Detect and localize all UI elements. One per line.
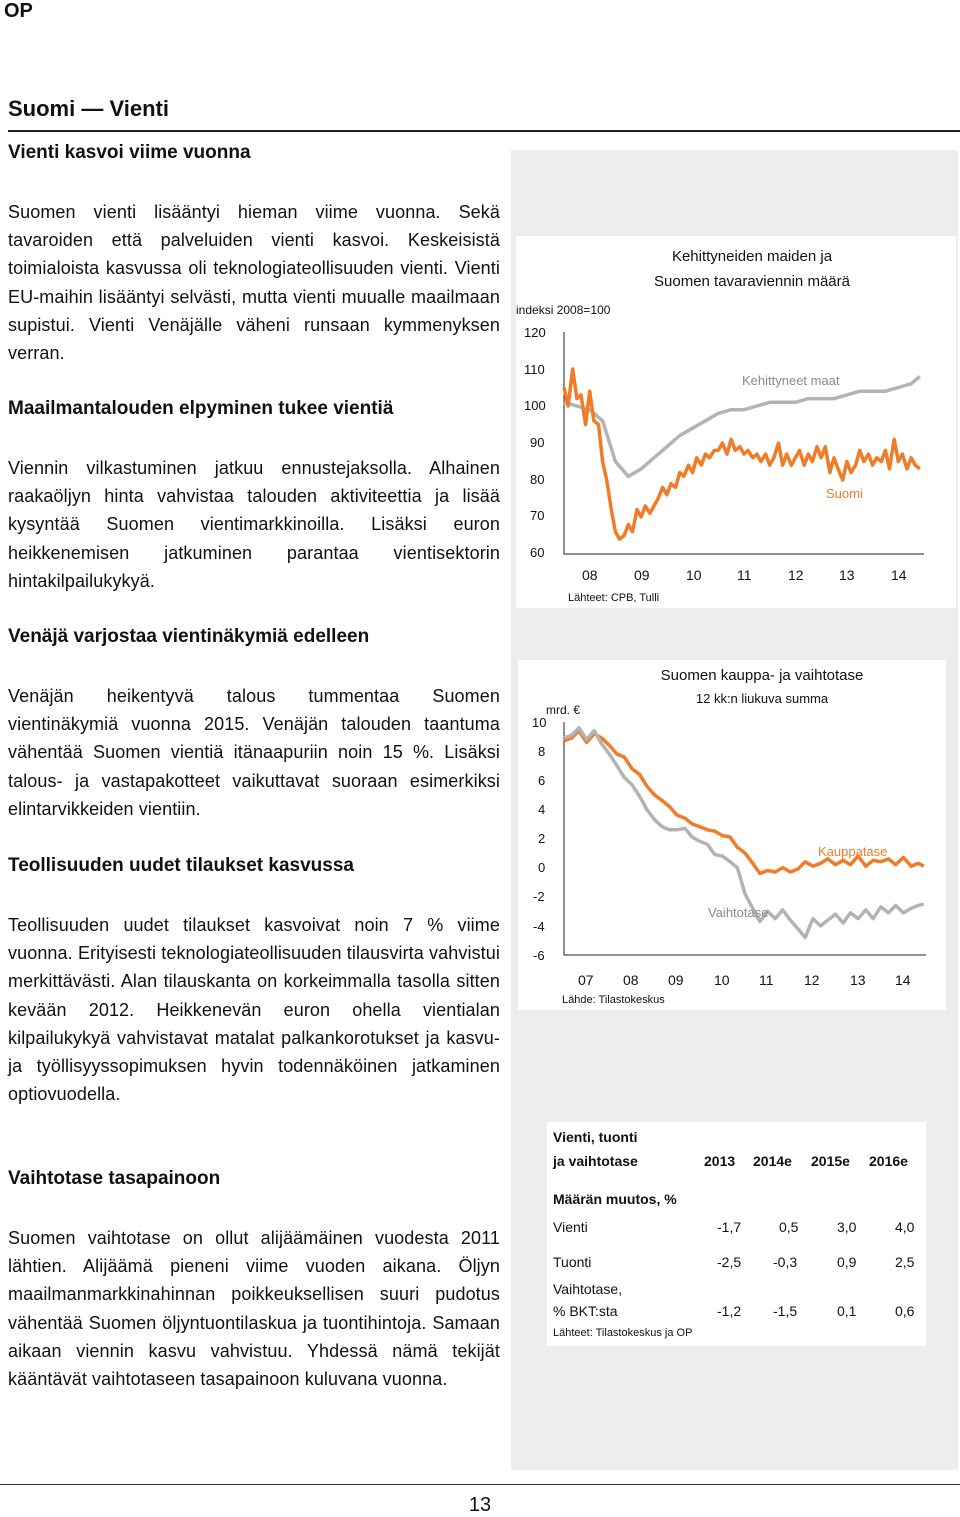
x-tick: 08	[582, 567, 598, 583]
column-header: 2014e	[753, 1153, 792, 1169]
chart-title: Kehittyneiden maiden ja	[671, 248, 833, 265]
chart-plot	[516, 236, 956, 608]
section-body: Suomen vienti lisääntyi hieman viime vuonna. Sekä tavaroiden että palveluiden vienti kasvoi. Keskeisistä toimialoista kasvussa oli teknologiateollisuuden vienti. Vienti EU-maihin lisääntyi selvästi, mutta vienti muualle maailmaan supistui. Vienti Venäjälle väheni runsaan kymmenyksen verran.	[8, 202, 500, 364]
table-cell: -1,5	[773, 1303, 798, 1319]
table-cell: 4,0	[895, 1219, 915, 1235]
table-title: Vienti, tuonti	[553, 1129, 638, 1145]
section-heading: Maailmantalouden elpyminen tukee vientiä	[8, 398, 394, 419]
table-cell: 0,5	[779, 1219, 799, 1235]
x-tick: 08	[623, 972, 639, 988]
y-tick: 80	[530, 472, 545, 487]
export-volume-chart	[516, 236, 956, 608]
section-1	[8, 142, 500, 164]
table-cell: -1,7	[717, 1219, 742, 1235]
brand-logo: OP	[4, 0, 33, 22]
y-axis-label: mrd. €	[546, 703, 581, 717]
x-tick: 07	[578, 972, 594, 988]
table-cell: 2,5	[895, 1254, 915, 1270]
table-subheader: Määrän muutos, %	[553, 1191, 677, 1207]
y-tick: -6	[533, 948, 545, 963]
x-tick: 09	[634, 567, 650, 583]
chart-axes	[564, 722, 926, 955]
section-4-body-wrap	[8, 911, 500, 1108]
section-2-body-wrap	[8, 454, 500, 595]
x-tick: 14	[891, 567, 907, 583]
section-body: Teollisuuden uudet tilaukset kasvoivat noin 7 % viime vuonna. Erityisesti teknologiateollisuuden tilausvirta vahvistui merkittävästi. Alan tilauskanta on korkeimmalla tasolla sitten kevään 2012. Heikkenevän euron ohella vientialan kilpailukykyä vahvistavat matalat palkankorotukset ja kasvu- ja työllisyyssopimuksen hyvin todennäköinen jatkaminen optiovuodella.	[8, 915, 500, 1105]
table-cell: -2,5	[717, 1254, 742, 1270]
table-cell: 0,6	[895, 1303, 915, 1319]
trade-balance-chart	[518, 660, 946, 1010]
footer-rule	[0, 1484, 960, 1485]
chart-subtitle: 12 kk:n liukuva summa	[695, 691, 829, 706]
section-heading: Venäjä varjostaa vientinäkymiä edelleen	[8, 626, 370, 647]
section-1-body-wrap	[8, 198, 500, 367]
title-rule	[8, 130, 960, 132]
y-tick: 0	[538, 860, 546, 875]
table-cell: 3,0	[837, 1219, 857, 1235]
series-line-suomi	[564, 369, 920, 539]
legend-label-kauppatase: Kauppatase	[818, 844, 888, 859]
legend-label-developed: Kehittyneet maat	[742, 373, 840, 388]
y-tick: 70	[530, 508, 545, 523]
forecast-table	[547, 1122, 926, 1346]
x-tick: 11	[737, 567, 752, 583]
section-body: Venäjän heikentyvä talous tummentaa Suomen vientinäkymiä vuonna 2015. Venäjän talouden taantuma vähentää Suomen vientiä itänaapuriin noin 15 %. Lisäksi talous- ja vastapakotteet vaikuttavat suoraan esimerkiksi elintarvikkeiden vientiin.	[8, 686, 500, 819]
x-tick: 11	[759, 972, 774, 988]
y-tick: 90	[530, 435, 545, 450]
section-4	[8, 855, 500, 877]
x-tick: 12	[788, 567, 804, 583]
y-tick: -4	[533, 919, 545, 934]
y-tick: 110	[524, 362, 545, 377]
y-tick: 6	[538, 773, 546, 788]
table-cell: 0,9	[837, 1254, 857, 1270]
column-header: 2013	[704, 1153, 736, 1169]
section-5-body-wrap	[8, 1224, 500, 1393]
page-number: 13	[468, 1494, 492, 1516]
row-label: % BKT:sta	[553, 1303, 618, 1319]
x-tick: 10	[714, 972, 730, 988]
table-cell: -1,2	[717, 1303, 742, 1319]
section-heading: Vienti kasvoi viime vuonna	[8, 142, 251, 163]
x-tick: 09	[668, 972, 684, 988]
chart-plot	[518, 660, 946, 1010]
row-label: Vienti	[553, 1219, 588, 1235]
series-line-kehittyneet-maat	[564, 376, 920, 476]
y-tick: 120	[524, 325, 546, 340]
y-tick: -2	[533, 889, 545, 904]
y-tick: 8	[538, 744, 546, 759]
column-header: 2015e	[811, 1153, 850, 1169]
x-tick: 14	[895, 972, 911, 988]
x-tick: 13	[850, 972, 866, 988]
chart-title: Suomen kauppa- ja vaihtotase	[660, 667, 864, 684]
legend-label-finland: Suomi	[826, 486, 863, 501]
y-axis-label: indeksi 2008=100	[516, 303, 611, 317]
table-title: ja vaihtotase	[553, 1153, 638, 1169]
y-tick: 10	[532, 715, 547, 730]
y-tick: 100	[524, 398, 546, 413]
section-2	[8, 398, 500, 420]
page-title: Suomi — Vienti	[8, 96, 169, 121]
y-tick: 4	[538, 802, 546, 817]
column-header: 2016e	[869, 1153, 908, 1169]
chart-source: Lähde: Tilastokeskus	[562, 994, 665, 1006]
table-cell: 0,1	[837, 1303, 857, 1319]
table-source: Lähteet: Tilastokeskus ja OP	[553, 1327, 693, 1339]
section-body: Viennin vilkastuminen jatkuu ennustejaksolla. Alhainen raakaöljyn hinta vahvistaa talouden aktiviteettia ja lisää kysyntää Suomen vientimarkkinoilla. Lisäksi euron heikkenemisen jatkuminen parantaa vientisektorin hintakilpailukykyä.	[8, 458, 500, 591]
row-label: Vaihtotase,	[553, 1281, 623, 1297]
y-tick: 2	[538, 831, 546, 846]
section-heading: Teollisuuden uudet tilaukset kasvussa	[8, 855, 354, 876]
table-cell: -0,3	[773, 1254, 798, 1270]
x-tick: 12	[804, 972, 820, 988]
section-3	[8, 626, 500, 648]
section-body: Suomen vaihtotase on ollut alijäämäinen vuodesta 2011 lähtien. Alijäämä pieneni viime vuoden aikana. Öljyn maailmanmarkkinahinnan poikkeuksellisen suuri pudotus vähentää Suomen öljyntuontilaskua ja tuontihintoja. Samaan aikaan viennin kasvu vahvistuu. Yhdessä nämä tekijät kääntävät vaihtotaseen tasapainoon kuluvana vuonna.	[8, 1228, 500, 1390]
legend-label-vaihtotase: Vaihtotase	[708, 905, 769, 920]
x-tick: 13	[839, 567, 855, 583]
chart-source: Lähteet: CPB, Tulli	[568, 592, 660, 604]
section-heading: Vaihtotase tasapainoon	[8, 1168, 221, 1189]
chart-title: Suomen tavaraviennin määrä	[654, 273, 850, 290]
y-tick: 60	[530, 545, 545, 560]
row-label: Tuonti	[553, 1254, 592, 1270]
chart-axes	[564, 332, 924, 554]
section-3-body-wrap	[8, 682, 500, 823]
x-tick: 10	[686, 567, 702, 583]
section-5	[8, 1168, 500, 1190]
